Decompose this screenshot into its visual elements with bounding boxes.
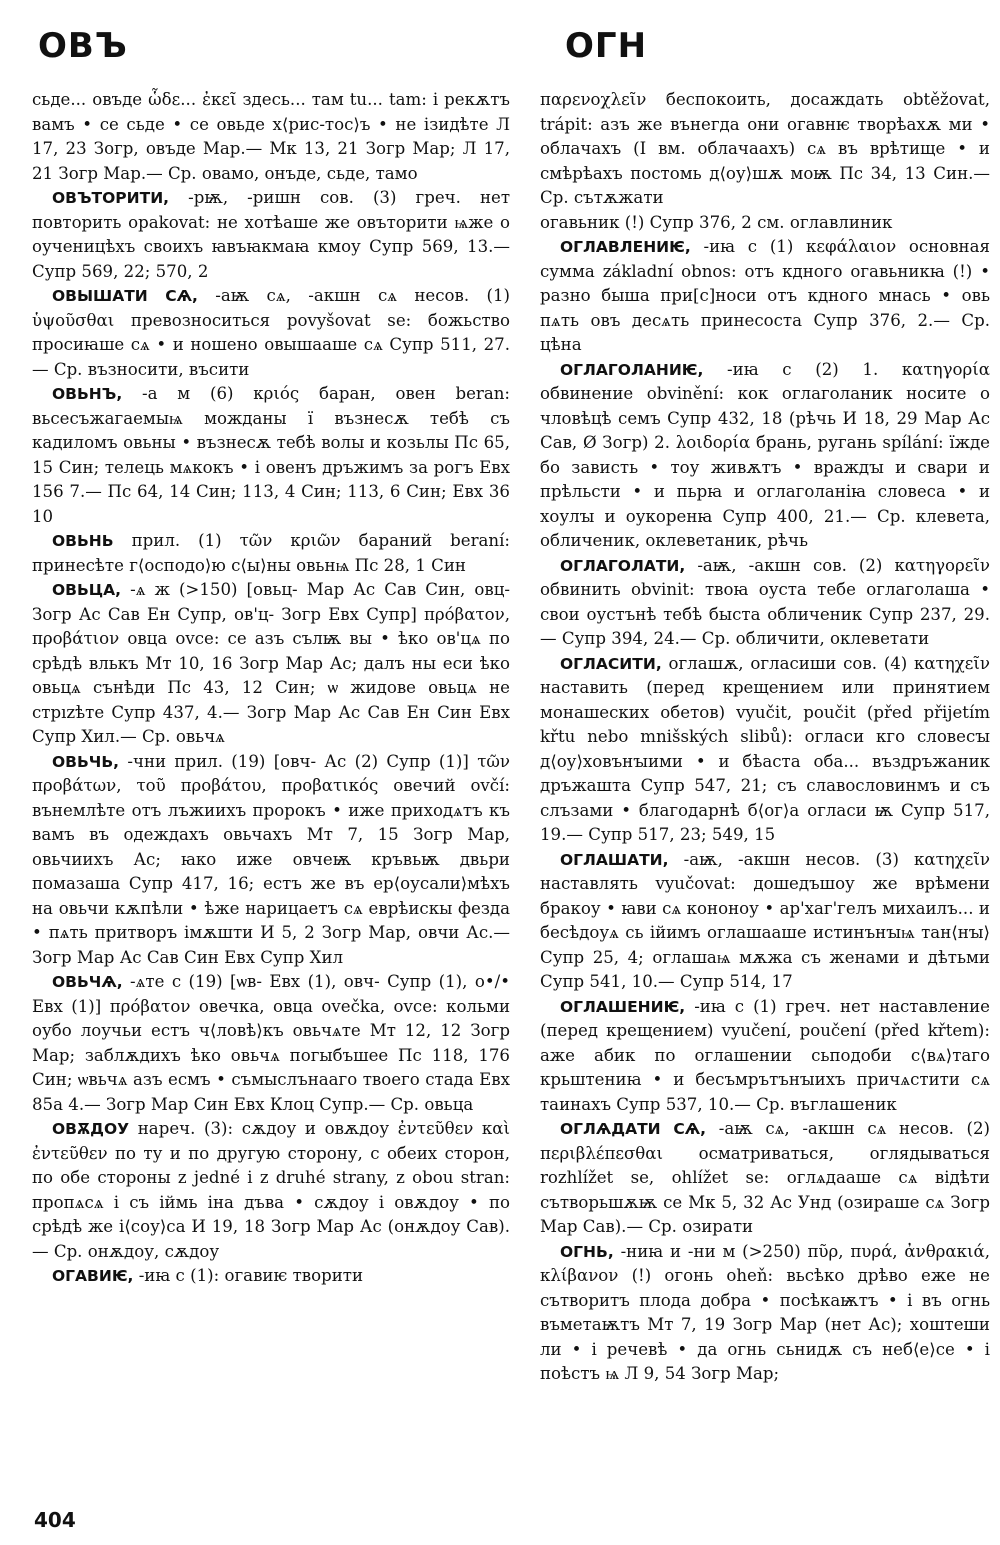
- entry-headword: ОГЛАГОЛАНИѤ,: [560, 360, 704, 379]
- entry-text: -иꙗ с (1) κεφάλαιον основная сумма základní obnos: отъ кдного огавьникꙗ (!) • разно быша при[с]носи отъ кдного мнась • овь пѧть овъ десѧть принесоста Супр 376, 2.— Ср. цѣна: [540, 237, 990, 354]
- entry-text: нареч. (3): сѫдоу и овѫдоу ἐντεῦθεν καὶ ἐντεῦθεν по ту и по другую сторону, с обеих сторон, по обе стороны z jedné i z druhé strany, z obou stran: пропѧсѧ і съ іймь іна дъва • сѫдоу і овѫдоу • по срѣдѣ же і⟨соу⟩са И 19, 18 Зогр Мар Ас (онѫдоу Сав).— Ср. онѫдоу, сѫдоу: [32, 1119, 510, 1261]
- entry-headword: ОВЬЧЬ,: [52, 752, 120, 771]
- entry-text: -чни прил. (19) [овч- Ас (2) Супр (1)] τῶν προβάτων, τοῦ προβάτου, προβατικός овечий ovčí: вънемлѣте отъ лъжиихъ пророкъ • иже приходѧтъ къ вамъ въ одеждахъ овьчахъ Мт 7, 15 Зогр Мар, овьчиихъ Ас; ꙗко иже овчеѭ кръвьѭ двьри помазаша Супр 417, 16; естъ же въ ер⟨оусали⟩мѣхъ на овьчи кѫпѣли • ѣже нарицаетъ сѧ еврѣискы фезда • пѧть притворъ імѫшти И 5, 2 Зогр Мар, овчи Ас.— Зогр Мар Ас Сав Син Евх Супр Хил: [32, 751, 510, 967]
- dictionary-entry: [32, 1117, 510, 1264]
- dictionary-entry: [32, 284, 510, 382]
- entry-headword: ОГЛѦДАТИ СѦ,: [560, 1120, 707, 1138]
- left-column: [32, 88, 510, 1493]
- entry-headword: ОГАВИѤ,: [52, 1267, 134, 1285]
- page-header-left: ОВЪ: [38, 26, 128, 66]
- dictionary-entry: [540, 1117, 990, 1240]
- dictionary-entry: [540, 652, 990, 848]
- dictionary-entry: [540, 848, 990, 995]
- entry-headword: ОВЫШАТИ СѦ,: [52, 287, 198, 305]
- entry-headword: ОВЪТОРИТИ,: [52, 189, 170, 207]
- entry-headword: ОВѪДОУ: [52, 1120, 130, 1138]
- entry-text: -иꙗ с (2) 1. κατηγορία обвинение obvinění: кок оглаголаник носите о чловѣцѣ семъ Супр 432, 18 (рѣчь И 18, 29 Мар Ас Сав, Ø Зогр) 2. λοιδορία брань, ругань spílání: їжде бо зависть • тоу живѫтъ • враждꙑ и свари и прѣльсти • и пьрꙗ и оглаголаніꙗ словеса • и хоулꙑ и оукоренꙗ Супр 400, 21.— Ср. клевета, обличеник, оклеветаник, рѣчь: [540, 359, 990, 550]
- entry-text: -иꙗ с (1) греч. нет наставление (перед крещением) vyučení, poučení (před křtem): аже абик по оглашении сьподоби с⟨вѧ⟩таго крьштениꙗ • и бесъмрътънꙑихъ причѧстити сѧ таинахъ Супр 537, 10.— Ср. въглашеник: [540, 996, 990, 1114]
- entry-text: -а м (6) κριός баран, овен beran: вьсесъжагаемыѩ можданы ї възнесѫ тебѣ съ кадиломъ овьны • възнесѫ тебѣ волы и козьлы Пс 65, 15 Син; телець мѧкокъ • і овенъ дръжимъ за рогъ Евх 156 7.— Пс 64, 14 Син; 113, 4 Син; 113, 6 Син; Евх 36 10: [32, 384, 510, 526]
- entry-text: оглашѫ, огласиши сов. (4) κατηχεῖν наставить (перед крещением или принятием монашеских обетов) vyučit, poučit (před přijetím křtu nebo mnišských slibů): огласи кго словесꙑ д⟨оу⟩ховънꙑими • и бѣаста оба... въздръжаник дръжашта Супр 547, 21; съ славословинмъ и съ слъзами • благодарнѣ б⟨ог⟩а огласи ѭ Супр 517, 19.— Супр 517, 23; 549, 15: [540, 653, 990, 844]
- entry-text: -аѭ, -акшн несов. (3) κατηχεῖν наставлять vyučovat: дошедъшоу же врѣмени бракоу • ꙗви сѧ кононоу • ар'хаг'гелъ михаилъ... и бесѣдоуѧ сь ійимъ оглашааше истинънꙑѩ тан⟨нꙑ⟩ Супр 25, 4; оглашаѩ мѫжа съ женами и дѣтьми Супр 541, 10.— Супр 514, 17: [540, 849, 990, 991]
- right-column: [540, 88, 990, 1493]
- dictionary-entry: [32, 1264, 510, 1289]
- entry-text: прил. (1) τῶν κριῶν бараний beraní: принесѣте г⟨осподо⟩ю с⟨ы⟩ны овьнѩ Пс 28, 1 Син: [32, 531, 510, 575]
- dictionary-entry: [32, 578, 510, 750]
- entry-text: -аѭ, -акшн сов. (2) κατηγορεῖν обвинить obvinit: твоꙗ оуста тебе оглаголаша • свои оустънѣ тебѣ быста обличеник Супр 237, 29.— Супр 394, 24.— Ср. обличити, оклеветати: [540, 555, 990, 648]
- entry-headword: ОГЛАГОЛАТИ,: [560, 556, 686, 575]
- entry-headword: ОВЬНЪ,: [52, 385, 123, 403]
- dictionary-entry: [32, 970, 510, 1117]
- entry-text: -аѭ сѧ, -акшн сѧ несов. (2) περιβλέπεσθαι осматриваться, оглядываться rozhlížet se, ohlížet se: оглѧдааше сѧ відѣти сътворьшѫѭ се Мк 5, 32 Ас Унд (озираше сѧ Зогр Мар Сав).— Ср. озирати: [540, 1119, 990, 1236]
- entry-headword: ОГЛАВЛЕНИѤ,: [560, 238, 691, 256]
- dictionary-entry: [32, 529, 510, 578]
- entry-text: -ѧ ж (>150) [овьц- Мар Ас Сав Син, овц- Зогр Ас Сав Ен Супр, ов'ц- Зогр Евх Супр] πρόβατον, προβάτιον овца ovce: се азъ сълѭ вы • ѣко ов'цѧ по срѣдѣ влькъ Мт 10, 16 Зогр Мар Ас; далъ ны еси ѣко овьцѧ сънѣди Пс 43, 12 Син; ѡ жидове овьцѧ не стрızѣте Супр 437, 4.— Зогр Мар Ас Сав Ен Син Евх Супр Хил.— Ср. овьчѧ: [32, 580, 510, 746]
- dictionary-entry: [32, 88, 510, 186]
- entry-text: -иꙗ с (1): огавиѥ творити: [138, 1266, 364, 1285]
- entry-text: -рѭ, -ришн сов. (3) греч. нет повторить opakovat: не хотѣаше же овъторити ѩже о оученицѣхъ своихъ ꙗвъꙗкмаꙗ кмоу Супр 569, 13.— Супр 569, 22; 570, 2: [32, 188, 510, 281]
- dictionary-entry: [32, 186, 510, 284]
- entry-headword: ОГЛАШАТИ,: [560, 850, 669, 869]
- entry-headword: ОГЛАСИТИ,: [560, 654, 662, 673]
- dictionary-entry: [540, 1240, 990, 1387]
- entry-text: -аѭ сѧ, -акшн сѧ несов. (1) ὑψοῦσθαι превозноситься povyšovat se: божьство просиꙗше сѧ • и ношено овышааше сѧ Супр 511, 27.— Ср. възносити, въсити: [32, 286, 510, 379]
- dictionary-entry: [540, 211, 990, 236]
- page-number: 404: [34, 1508, 76, 1532]
- page-header-right: ОГН: [565, 26, 648, 66]
- dictionary-entry: [32, 750, 510, 971]
- dictionary-entry: [540, 235, 990, 358]
- entry-text: παρενοχλεῖν беспокоить, досаждать obtěžovat, trápit: азъ же вънегда они огавнѥ творѣахѫ ми • облачахъ (І вм. облачаахъ) сѧ въ врѣтище • и смѣрѣахъ постомь д⟨оу⟩шѫ моѭ Пс 34, 13 Син.— Ср. сътѫжати: [540, 90, 990, 207]
- dictionary-entry: [540, 554, 990, 652]
- entry-headword: ОВЬЦА,: [52, 581, 122, 599]
- dictionary-entry: [540, 88, 990, 211]
- entry-headword: ОГНЬ,: [560, 1242, 614, 1261]
- entry-text: сьде... овъде ὧδε... ἐκεῖ здесь... там tu... tam: і рекѫтъ вамъ • се сьде • се овьде х⟨рис-тос⟩ъ • не ізидѣте Л 17, 23 Зогр, овъде Мар.— Мк 13, 21 Зогр Мар; Л 17, 21 Зогр Мар.— Ср. овамо, онъде, сьде, тамо: [32, 90, 510, 183]
- entry-text: -ѧте с (19) [ѡв- Евх (1), овч- Супр (1), о•/• Евх (1)] πρόβατον овечка, овца ovečka, ovce: кольми оубо лоучьи естъ ч⟨ловѣ⟩къ овьчѧте Мт 12, 12 Зогр Мар; заблѫдихъ ѣко овьчѧ погыбъшее Пс 118, 176 Син; ѡвьчѧ азъ есмъ • съмыслънааго твоего стада Евх 85а 4.— Зогр Мар Син Евх Клоц Супр.— Ср. овьца: [32, 972, 510, 1114]
- dictionary-entry: [32, 382, 510, 529]
- entry-headword: ОГЛАШЕНИѤ,: [560, 997, 686, 1016]
- dictionary-entry: [540, 995, 990, 1118]
- entry-text: огавьник (!) Супр 376, 2 см. оглавлиник: [540, 212, 893, 232]
- entry-headword: ОВЬЧѦ,: [52, 973, 123, 991]
- dictionary-entry: [540, 358, 990, 554]
- entry-text: -ниꙗ и -ни м (>250) πῦρ, πυρά, ἀνθρακιά, κλίβανον (!) огонь oheň: вьсѣко дрѣво еже не сътворитъ плода добра • посѣкаѭтъ • і въ огнь въметаѭтъ Мт 7, 19 Зогр Мар (нет Ас); хоштеши ли • і речевѣ • да огнь сьнидѫ съ неб⟨е⟩се • і поѣстъ ѩ Л 9, 54 Зогр Мар;: [540, 1241, 990, 1383]
- entry-headword: ОВЬНЬ: [52, 532, 114, 550]
